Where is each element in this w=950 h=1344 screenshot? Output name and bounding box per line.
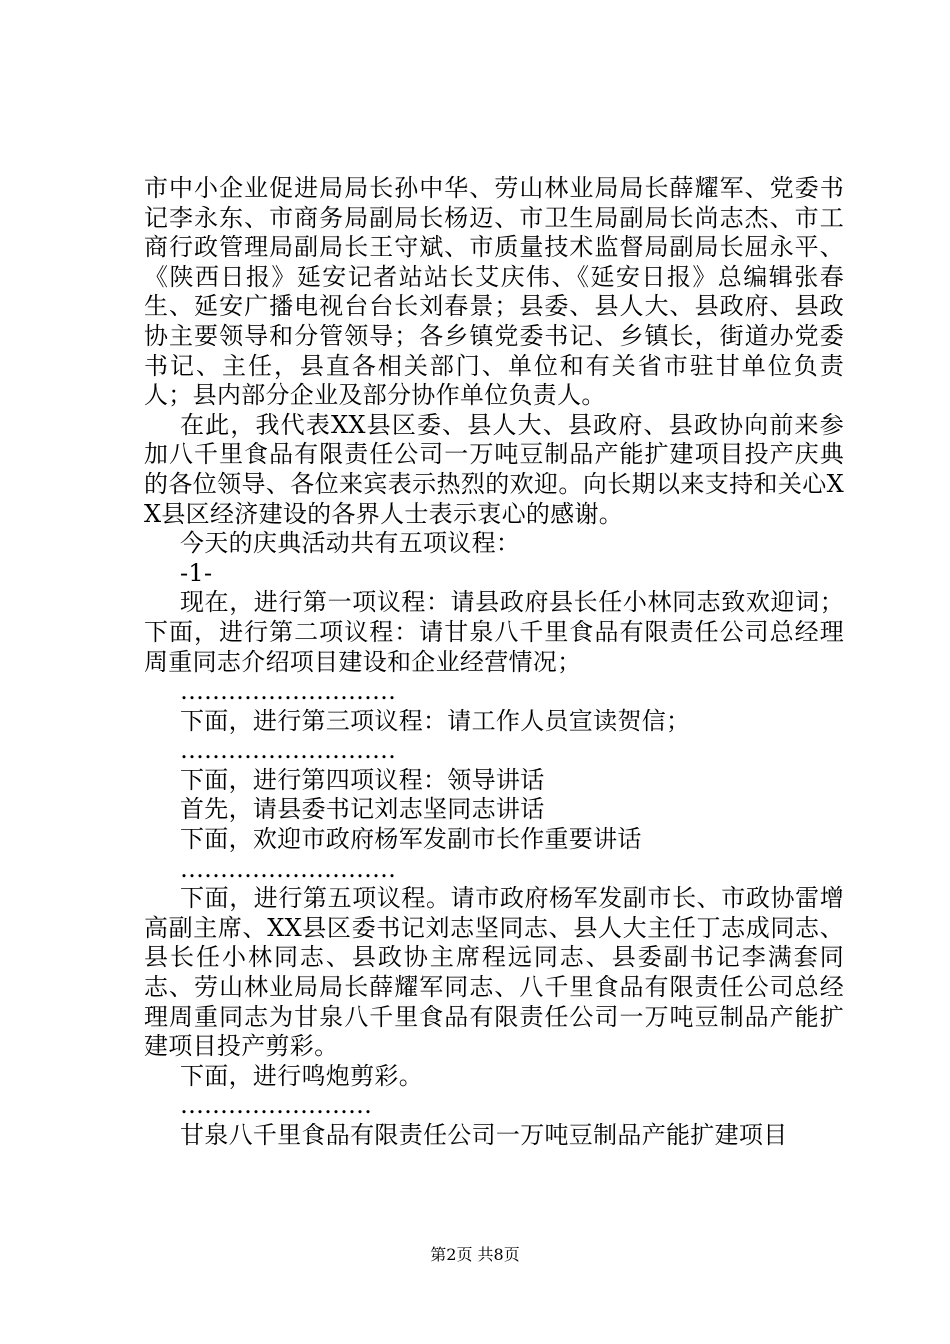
paragraph-agenda-five: 下面，进行第五项议程。请市政府杨军发副市长、市政协雷增高副主席、XX县区委书记刘志坚同志、县人大主任丁志成同志、县长任小林同志、县政协主席程远同志、县委副书记李满套同志、劳山林业局局长薛耀军同志、八千里食品有限责任公司总经理周重同志为甘泉八千里食品有限责任公司一万吨豆制品产能扩建项目投产剪彩。 [144, 884, 844, 1061]
inline-page-number: -1- [180, 558, 213, 587]
paragraph-first-speech: 首先，请县委书记刘志坚同志讲话 [180, 795, 545, 824]
paragraph-agenda-intro: 今天的庆典活动共有五项议程： [180, 529, 521, 558]
paragraph-agenda-three: 下面，进行第三项议程：请工作人员宣读贺信； [180, 706, 691, 735]
paragraph-second-speech: 下面，欢迎市政府杨军发副市长作重要讲话 [180, 825, 642, 854]
document-body [144, 174, 844, 1151]
ellipsis-divider: ……………………… [180, 736, 396, 765]
paragraph-ribbon-cutting: 下面，进行鸣炮剪彩。 [180, 1061, 423, 1090]
paragraph-agenda-one-two: 现在，进行第一项议程：请县政府县长任小林同志致欢迎词；下面，进行第二项议程：请甘泉八千里食品有限责任公司总经理周重同志介绍项目建设和企业经营情况； [144, 588, 844, 676]
ellipsis-divider: …………………… [180, 1091, 372, 1120]
paragraph-agenda-four: 下面，进行第四项议程：领导讲话 [180, 765, 545, 794]
page-footer: 第2页 共8页 [430, 1245, 520, 1264]
ellipsis-divider: ……………………… [180, 854, 396, 883]
paragraph-attendees: 市中小企业促进局局长孙中华、劳山林业局局长薛耀军、党委书记李永东、市商务局副局长杨迈、市卫生局副局长尚志杰、市工商行政管理局副局长王守斌、市质量技术监督局副局长屈永平、《陕西日报》延安记者站站长艾庆伟、《延安日报》总编辑张春生、延安广播电视台台长刘春景；县委、县人大、县政府、县政协主要领导和分管领导；各乡镇党委书记、乡镇长，街道办党委书记、主任，县直各相关部门、单位和有关省市驻甘单位负责人；县内部分企业及部分协作单位负责人。 [144, 174, 844, 410]
paragraph-welcome: 在此，我代表XX县区委、县人大、县政府、县政协向前来参加八千里食品有限责任公司一万吨豆制品产能扩建项目投产庆典的各位领导、各位来宾表示热烈的欢迎。向长期以来支持和关心XX县区经济建设的各界人士表示衷心的感谢。 [144, 410, 844, 528]
paragraph-closing: 甘泉八千里食品有限责任公司一万吨豆制品产能扩建项目 [180, 1121, 788, 1149]
ellipsis-divider: ……………………… [180, 677, 396, 706]
